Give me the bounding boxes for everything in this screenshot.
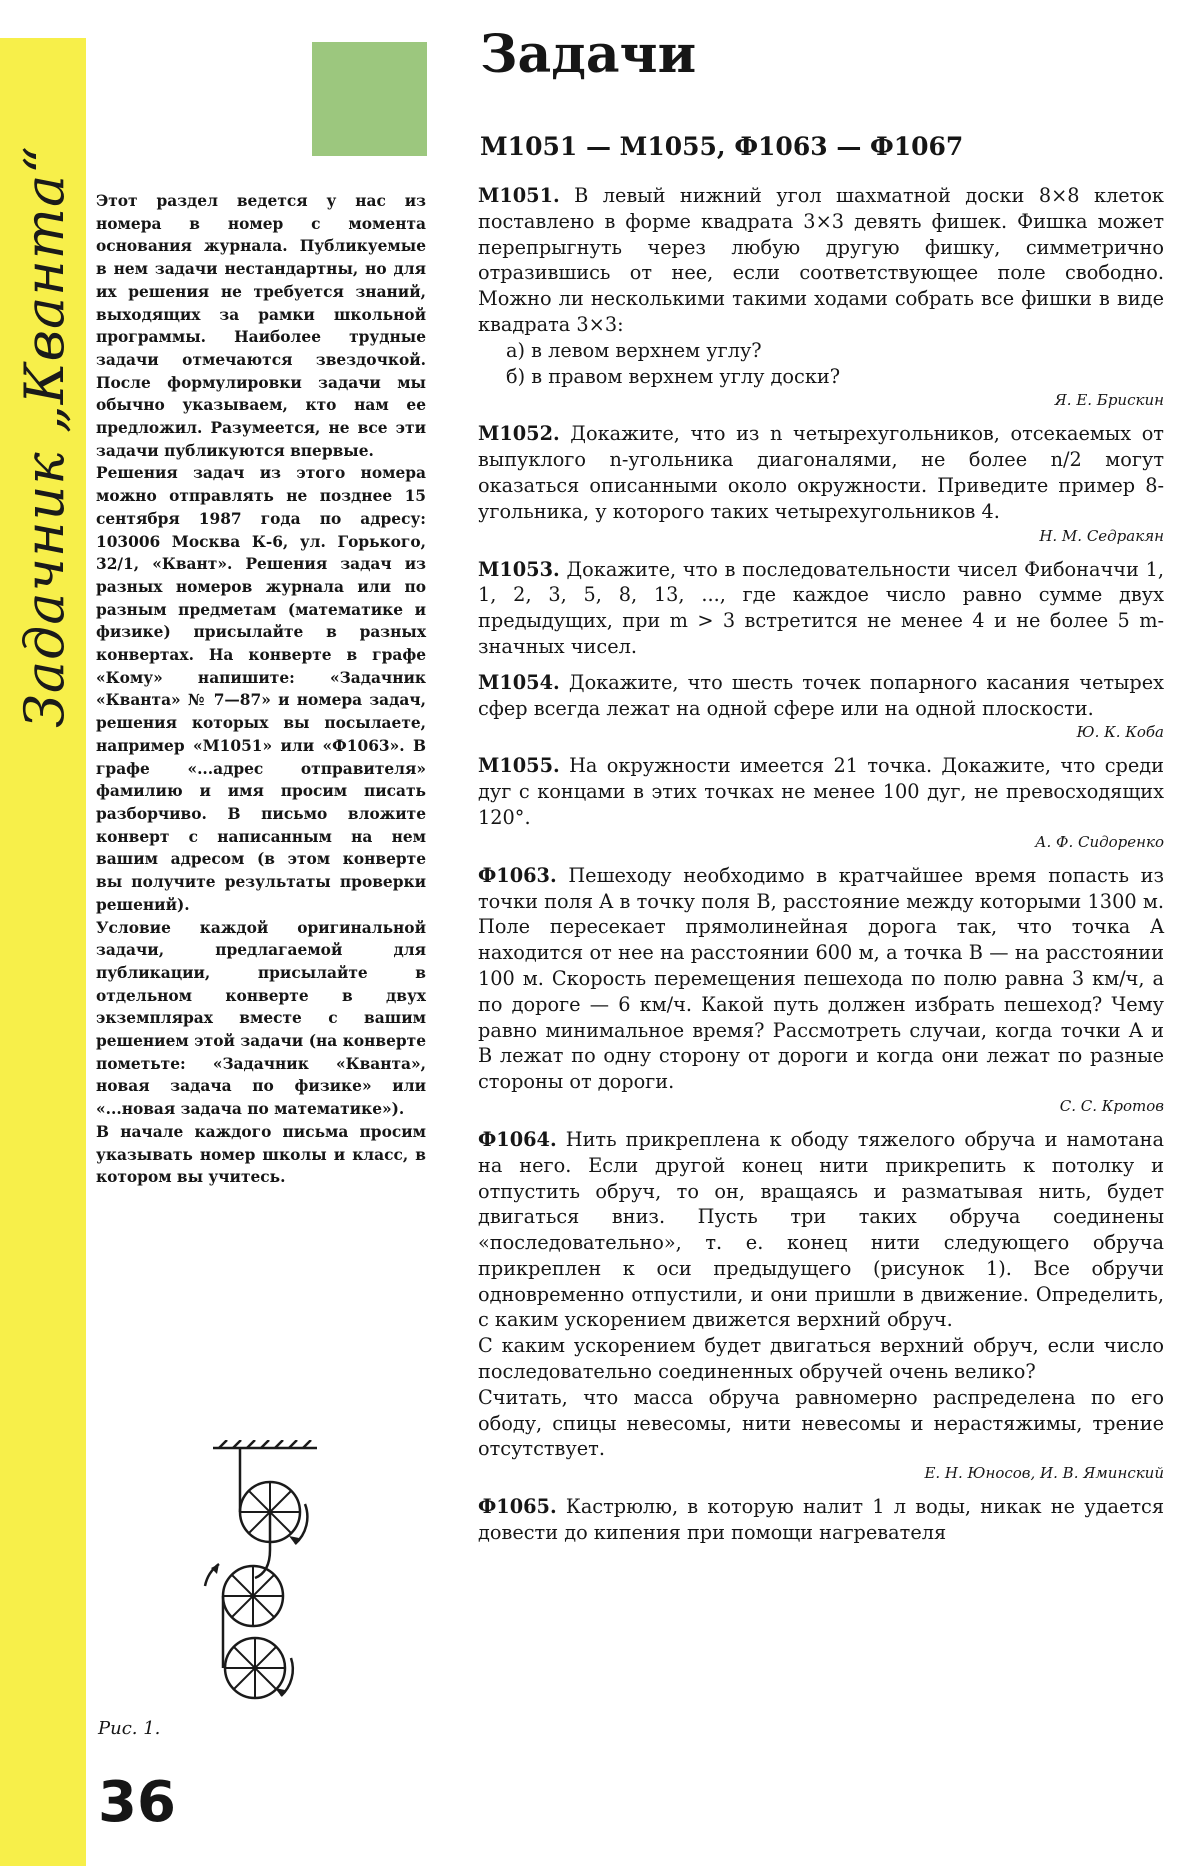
- sidebar-paragraph: Решения задач из этого номера можно отправлять не позднее 15 сентября 1987 года по адресу: 103006 Москва К-6, ул. Горького, 32/1, «Квант». Решения задач из разных номеров журнала или по разным предметам (математике и физике) присылайте в разных конвертах. На конверте в графе «Кому» напишите: «Задачник «Кванта» № 7—87» и номера задач, решения которых вы посылаете, например «М1051» или «Ф1063». В графе «...адрес отправителя» фамилию и имя просим писать разборчиво. В письмо вложите конверт с написанным на нем вашим адресом (в этом конверте вы получите результаты проверки решений).: [96, 464, 426, 914]
- problem-f1065: [478, 1494, 1164, 1546]
- section-logo-text: Задачник „Кванта“: [12, 144, 76, 728]
- problems-column: [478, 183, 1164, 1556]
- thread: [255, 1550, 270, 1578]
- problem-text: В левый нижний угол шахматной доски 8×8 клеток поставлено в форме квадрата 3×3 девять фишек. Фишка может перепрыгнуть через любую другую фишку, симметрично отразившись от нее, если соответствующее поле свободно. Можно ли несколькими такими ходами собрать все фишки в виде квадрата 3×3:: [478, 184, 1164, 336]
- problem-range-subtitle: М1051 — М1055, Ф1063 — Ф1067: [480, 132, 964, 161]
- hoop-2-spokes: [223, 1566, 283, 1626]
- problem-m1054: [478, 670, 1164, 744]
- problem-text: С каким ускорением будет двигаться верхний обруч, если число последовательно соединенных обручей очень велико?: [478, 1334, 1164, 1384]
- problem-author: Ю. К. Коба: [1076, 723, 1164, 742]
- green-decorative-square: [312, 42, 427, 156]
- problem-text: Нить прикреплена к ободу тяжелого обруча и намотана на него. Если другой конец нити прикрепить к потолку и отпустить обруч, то он, вращаясь и разматывая нить, будет двигаться вниз. Пусть три таких обруча соединены «последовательно», т. е. конец нити следующего обруча прикреплен к оси предыдущего (рисунок 1). Все обручи одновременно отпустили, и они пришли в движение. Определить, с каким ускорением движется верхний обруч.: [478, 1127, 1164, 1332]
- problem-author: Н. М. Седракян: [1039, 526, 1164, 545]
- problem-text: Докажите, что в последовательности чисел Фибоначчи 1, 1, 2, 3, 5, 8, 13, ..., где каждое число равно сумме двух предыдущих, при m > 3 встретится не менее 4 и не более 5 m-значных чисел.: [478, 557, 1164, 658]
- problem-m1051: [478, 183, 1164, 411]
- arrowhead-icon: [211, 1564, 219, 1574]
- sidebar-paragraph: Условие каждой оригинальной задачи, предлагаемой для публикации, присылайте в отдельном конверте в двух экземплярах вместе с вашим решением этой задачи (на конверте пометьте: «Задачник «Кванта», новая задача по физике» или «...новая задача по математике»).: [96, 918, 426, 1119]
- problem-author: Я. Е. Брискин: [1054, 391, 1164, 410]
- problem-id: М1053.: [478, 557, 560, 581]
- problem-subitem: б) в правом верхнем углу доски?: [506, 364, 841, 388]
- problem-f1064: [478, 1127, 1164, 1484]
- page-number: 36: [98, 1770, 176, 1835]
- problem-subitem: а) в левом верхнем углу?: [506, 338, 762, 362]
- problem-text: Докажите, что шесть точек попарного касания четырех сфер всегда лежат на одной сфере или на одной плоскости.: [478, 670, 1164, 720]
- sidebar-paragraph: Этот раздел ведется у нас из номера в номер с момента основания журнала. Публикуемые в нем задачи нестандартны, но для их решения не требуется знаний, выходящих за рамки школьной программы. Наиболее трудные задачи отмечаются звездочкой. После формулировки задачи мы обычно указываем, кто нам ее предложил. Разумеется, не все эти задачи публикуются впервые.: [96, 192, 426, 460]
- hoops-figure: [195, 1440, 355, 1702]
- problem-id: М1054.: [478, 670, 560, 694]
- problem-author: Е. Н. Юносов, И. В. Яминский: [924, 1464, 1164, 1483]
- problem-id: Ф1065.: [478, 1495, 557, 1519]
- sidebar-intro: [96, 190, 426, 1189]
- problem-m1055: [478, 753, 1164, 852]
- problem-id: Ф1064.: [478, 1127, 557, 1151]
- sidebar-paragraph: В начале каждого письма просим указывать номер школы и класс, в котором вы учитесь.: [96, 1122, 426, 1187]
- problem-m1053: [478, 557, 1164, 660]
- page-title: Задачи: [480, 24, 697, 85]
- problem-id: М1052.: [478, 422, 560, 446]
- problem-id: М1051.: [478, 184, 560, 207]
- problem-f1063: [478, 863, 1164, 1117]
- problem-id: Ф1063.: [478, 863, 557, 887]
- problem-text: Кастрюлю, в которую налит 1 л воды, никак не удается довести до кипения при помощи нагревателя: [478, 1495, 1164, 1545]
- problem-author: А. Ф. Сидоренко: [1035, 832, 1164, 851]
- problem-m1052: [478, 421, 1164, 546]
- section-logo: [4, 96, 84, 776]
- problem-id: М1055.: [478, 754, 560, 778]
- problem-text: На окружности имеется 21 точка. Докажите, что среди дуг с концами в этих точках не менее 100 дуг, не превосходящих 120°.: [478, 754, 1164, 829]
- problem-text: Считать, что масса обруча равномерно распределена по его ободу, спицы невесомы, нити невесомы и нерастяжимы, трение отсутствует.: [478, 1385, 1164, 1461]
- problem-text: Пешеходу необходимо в кратчайшее время попасть из точки поля A в точку поля B, расстояние между которыми 1300 м. Поле пересекает прямолинейная дорога так, что точка A находится от нее на расстоянии 600 м, а точка B — на расстоянии 100 м. Скорость перемещения пешехода по полю равна 3 км/ч, а по дороге — 6 км/ч. Какой путь должен избрать пешеход? Чему равно минимальное время? Рассмотреть случаи, когда точки A и B лежат по одну сторону от дороги и когда они лежат по разные стороны от дороги.: [478, 863, 1164, 1094]
- figure-caption: Рис. 1.: [98, 1718, 161, 1739]
- problem-author: С. С. Кротов: [1059, 1096, 1164, 1115]
- problem-text: Докажите, что из n четырехугольников, отсекаемых от выпуклого n-угольника диагоналями, не более n/2 могут оказаться описанными около окружности. Приведите пример 8-угольника, у которого таких четырехугольников 4.: [478, 422, 1164, 523]
